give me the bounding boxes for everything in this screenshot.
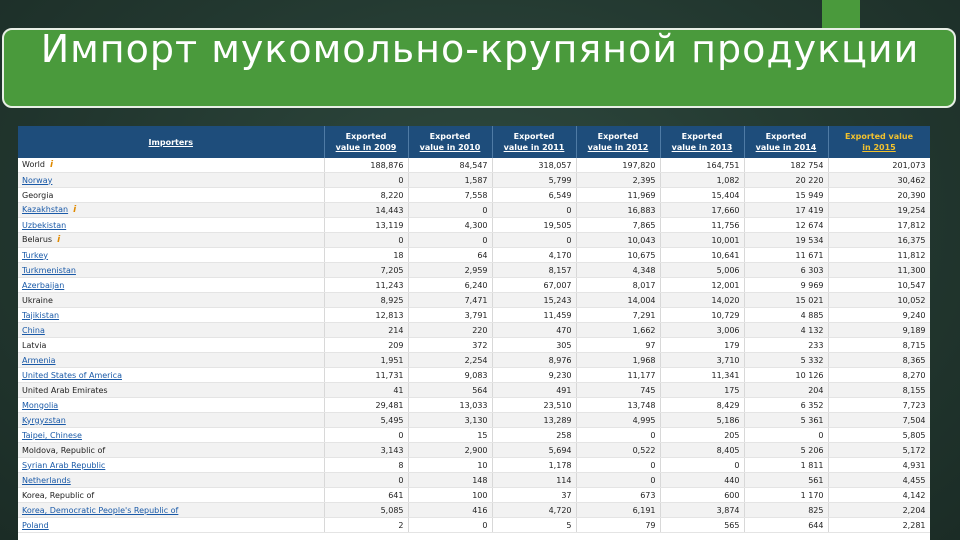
country-link[interactable]: United States of America bbox=[22, 370, 122, 380]
value-cell: 5,172 bbox=[828, 443, 930, 458]
table-row bbox=[18, 173, 930, 188]
info-icon[interactable]: i bbox=[49, 160, 54, 170]
value-cell: 8,925 bbox=[324, 293, 408, 308]
value-cell: 3,874 bbox=[660, 503, 744, 518]
country-link[interactable]: Turkey bbox=[22, 250, 49, 260]
value-cell: 0 bbox=[492, 203, 576, 218]
value-cell: 0 bbox=[492, 233, 576, 248]
table-row bbox=[18, 368, 930, 383]
value-cell: 15,243 bbox=[492, 293, 576, 308]
header-line2[interactable]: in 2015 bbox=[862, 143, 896, 152]
country-link[interactable]: Netherlands bbox=[22, 475, 71, 485]
country-name: United Arab Emirates bbox=[22, 385, 108, 395]
country-name: Korea, Republic of bbox=[22, 490, 95, 500]
value-cell: 67,007 bbox=[492, 278, 576, 293]
value-cell: 2,395 bbox=[576, 173, 660, 188]
value-cell: 100 bbox=[408, 488, 492, 503]
value-cell: 23,510 bbox=[492, 398, 576, 413]
table-row bbox=[18, 158, 930, 173]
table-body bbox=[18, 158, 930, 533]
value-cell: 5 332 bbox=[744, 353, 828, 368]
country-cell bbox=[18, 353, 324, 368]
value-cell: 84,547 bbox=[408, 158, 492, 173]
country-name: Latvia bbox=[22, 340, 47, 350]
country-link[interactable]: Syrian Arab Republic bbox=[22, 460, 106, 470]
country-link[interactable]: Tajikistan bbox=[22, 310, 60, 320]
country-link[interactable]: Turkmenistan bbox=[22, 265, 76, 275]
value-cell: 18 bbox=[324, 248, 408, 263]
value-cell: 258 bbox=[492, 428, 576, 443]
value-cell: 13,748 bbox=[576, 398, 660, 413]
country-cell bbox=[18, 233, 324, 248]
table-row bbox=[18, 458, 930, 473]
header-line1: Exported bbox=[345, 132, 387, 141]
value-cell: 14,004 bbox=[576, 293, 660, 308]
table-row bbox=[18, 488, 930, 503]
header-line1: Exported value bbox=[844, 132, 914, 141]
table-row bbox=[18, 218, 930, 233]
table-row bbox=[18, 233, 930, 248]
value-cell: 17,660 bbox=[660, 203, 744, 218]
value-cell: 10,641 bbox=[660, 248, 744, 263]
value-cell: 209 bbox=[324, 338, 408, 353]
value-cell: 10,547 bbox=[828, 278, 930, 293]
country-link[interactable]: China bbox=[22, 325, 45, 335]
value-cell: 2,959 bbox=[408, 263, 492, 278]
value-cell: 148 bbox=[408, 473, 492, 488]
value-cell: 3,143 bbox=[324, 443, 408, 458]
value-cell: 8,715 bbox=[828, 338, 930, 353]
value-cell: 12,001 bbox=[660, 278, 744, 293]
year-header-5 bbox=[660, 126, 744, 158]
value-cell: 175 bbox=[660, 383, 744, 398]
year-header-6 bbox=[744, 126, 828, 158]
value-cell: 5,186 bbox=[660, 413, 744, 428]
table-row bbox=[18, 323, 930, 338]
country-cell bbox=[18, 368, 324, 383]
value-cell: 2,204 bbox=[828, 503, 930, 518]
value-cell: 2,281 bbox=[828, 518, 930, 533]
value-cell: 79 bbox=[576, 518, 660, 533]
value-cell: 14,020 bbox=[660, 293, 744, 308]
country-cell bbox=[18, 473, 324, 488]
value-cell: 4,995 bbox=[576, 413, 660, 428]
country-link[interactable]: Uzbekistan bbox=[22, 220, 67, 230]
value-cell: 13,289 bbox=[492, 413, 576, 428]
value-cell: 6 352 bbox=[744, 398, 828, 413]
value-cell: 0 bbox=[576, 428, 660, 443]
header-line2[interactable]: value in 2014 bbox=[755, 143, 817, 152]
value-cell: 9,230 bbox=[492, 368, 576, 383]
country-cell bbox=[18, 443, 324, 458]
value-cell: 15 021 bbox=[744, 293, 828, 308]
value-cell: 29,481 bbox=[324, 398, 408, 413]
country-link[interactable]: Kazakhstan bbox=[22, 205, 69, 214]
value-cell: 233 bbox=[744, 338, 828, 353]
value-cell: 0 bbox=[324, 428, 408, 443]
value-cell: 5 206 bbox=[744, 443, 828, 458]
value-cell: 10,052 bbox=[828, 293, 930, 308]
country-cell bbox=[18, 458, 324, 473]
value-cell: 2 bbox=[324, 518, 408, 533]
value-cell: 114 bbox=[492, 473, 576, 488]
value-cell: 1,082 bbox=[660, 173, 744, 188]
value-cell: 10,001 bbox=[660, 233, 744, 248]
value-cell: 5,694 bbox=[492, 443, 576, 458]
country-cell bbox=[18, 488, 324, 503]
value-cell: 5,805 bbox=[828, 428, 930, 443]
country-cell bbox=[18, 308, 324, 323]
year-header-1 bbox=[324, 126, 408, 158]
value-cell: 7,471 bbox=[408, 293, 492, 308]
value-cell: 8,155 bbox=[828, 383, 930, 398]
value-cell: 1 170 bbox=[744, 488, 828, 503]
value-cell: 416 bbox=[408, 503, 492, 518]
value-cell: 188,876 bbox=[324, 158, 408, 173]
value-cell: 197,820 bbox=[576, 158, 660, 173]
value-cell: 0 bbox=[324, 233, 408, 248]
value-cell: 37 bbox=[492, 488, 576, 503]
table-row bbox=[18, 398, 930, 413]
value-cell: 19,254 bbox=[828, 203, 930, 218]
country-cell bbox=[18, 413, 324, 428]
value-cell: 10 126 bbox=[744, 368, 828, 383]
value-cell: 0 bbox=[576, 458, 660, 473]
value-cell: 3,710 bbox=[660, 353, 744, 368]
country-name: Ukraine bbox=[22, 295, 53, 305]
country-cell bbox=[18, 278, 324, 293]
value-cell: 182 754 bbox=[744, 158, 828, 173]
header-line1: Exported bbox=[429, 132, 471, 141]
country-name: Moldova, Republic of bbox=[22, 445, 106, 455]
value-cell: 11,731 bbox=[324, 368, 408, 383]
country-link[interactable]: Kyrgyzstan bbox=[22, 415, 66, 425]
value-cell: 673 bbox=[576, 488, 660, 503]
country-link[interactable]: Mongolia bbox=[22, 400, 59, 410]
value-cell: 9,189 bbox=[828, 323, 930, 338]
value-cell: 17,812 bbox=[828, 218, 930, 233]
value-cell: 0 bbox=[408, 233, 492, 248]
country-cell bbox=[18, 428, 324, 443]
header-line2[interactable]: value in 2013 bbox=[671, 143, 733, 152]
value-cell: 11,969 bbox=[576, 188, 660, 203]
value-cell: 5,085 bbox=[324, 503, 408, 518]
value-cell: 11,243 bbox=[324, 278, 408, 293]
value-cell: 10,043 bbox=[576, 233, 660, 248]
table-header-row bbox=[18, 126, 930, 158]
country-cell bbox=[18, 203, 324, 218]
table-row bbox=[18, 473, 930, 488]
value-cell: 825 bbox=[744, 503, 828, 518]
value-cell: 4,455 bbox=[828, 473, 930, 488]
value-cell: 7,723 bbox=[828, 398, 930, 413]
slide-title: Импорт мукомольно-крупяной продукции bbox=[40, 27, 920, 71]
table-row bbox=[18, 518, 930, 533]
value-cell: 565 bbox=[660, 518, 744, 533]
value-cell: 11,300 bbox=[828, 263, 930, 278]
value-cell: 19,505 bbox=[492, 218, 576, 233]
importers-header[interactable] bbox=[18, 126, 324, 158]
value-cell: 5,799 bbox=[492, 173, 576, 188]
country-link[interactable]: Armenia bbox=[22, 355, 56, 365]
value-cell: 8,365 bbox=[828, 353, 930, 368]
value-cell: 3,130 bbox=[408, 413, 492, 428]
value-cell: 64 bbox=[408, 248, 492, 263]
value-cell: 8 bbox=[324, 458, 408, 473]
value-cell: 4 132 bbox=[744, 323, 828, 338]
value-cell: 10 bbox=[408, 458, 492, 473]
header-line2[interactable]: value in 2010 bbox=[419, 143, 481, 152]
value-cell: 204 bbox=[744, 383, 828, 398]
value-cell: 97 bbox=[576, 338, 660, 353]
value-cell: 4,300 bbox=[408, 218, 492, 233]
value-cell: 1,968 bbox=[576, 353, 660, 368]
value-cell: 30,462 bbox=[828, 173, 930, 188]
country-cell bbox=[18, 503, 324, 518]
value-cell: 4 885 bbox=[744, 308, 828, 323]
info-icon[interactable]: i bbox=[57, 235, 61, 245]
country-cell bbox=[18, 518, 324, 533]
value-cell: 0 bbox=[408, 203, 492, 218]
value-cell: 19 534 bbox=[744, 233, 828, 248]
table-row bbox=[18, 443, 930, 458]
value-cell: 214 bbox=[324, 323, 408, 338]
value-cell: 20 220 bbox=[744, 173, 828, 188]
value-cell: 6,191 bbox=[576, 503, 660, 518]
value-cell: 564 bbox=[408, 383, 492, 398]
country-cell bbox=[18, 398, 324, 413]
country-cell bbox=[18, 218, 324, 233]
value-cell: 0 bbox=[408, 518, 492, 533]
country-cell bbox=[18, 293, 324, 308]
value-cell: 644 bbox=[744, 518, 828, 533]
value-cell: 0 bbox=[576, 473, 660, 488]
value-cell: 12 674 bbox=[744, 218, 828, 233]
value-cell: 745 bbox=[576, 383, 660, 398]
value-cell: 7,504 bbox=[828, 413, 930, 428]
value-cell: 372 bbox=[408, 338, 492, 353]
value-cell: 1 811 bbox=[744, 458, 828, 473]
table-row bbox=[18, 503, 930, 518]
header-line1: Exported bbox=[765, 132, 807, 141]
importers-sort-link[interactable]: Importers bbox=[148, 137, 193, 147]
header-line2[interactable]: value in 2009 bbox=[335, 143, 397, 152]
value-cell: 1,587 bbox=[408, 173, 492, 188]
table-row bbox=[18, 353, 930, 368]
value-cell: 8,157 bbox=[492, 263, 576, 278]
value-cell: 470 bbox=[492, 323, 576, 338]
value-cell: 15 bbox=[408, 428, 492, 443]
value-cell: 2,254 bbox=[408, 353, 492, 368]
value-cell: 4,720 bbox=[492, 503, 576, 518]
import-table-panel bbox=[18, 126, 930, 540]
country-cell bbox=[18, 248, 324, 263]
table-row bbox=[18, 263, 930, 278]
value-cell: 11,812 bbox=[828, 248, 930, 263]
value-cell: 561 bbox=[744, 473, 828, 488]
value-cell: 15,404 bbox=[660, 188, 744, 203]
value-cell: 11 671 bbox=[744, 248, 828, 263]
header-line2[interactable]: value in 2012 bbox=[587, 143, 649, 152]
table-row bbox=[18, 428, 930, 443]
table-row bbox=[18, 383, 930, 398]
header-line1: Exported bbox=[513, 132, 555, 141]
value-cell: 0 bbox=[324, 173, 408, 188]
value-cell: 11,756 bbox=[660, 218, 744, 233]
value-cell: 5,006 bbox=[660, 263, 744, 278]
country-cell bbox=[18, 263, 324, 278]
value-cell: 2,900 bbox=[408, 443, 492, 458]
value-cell: 10,729 bbox=[660, 308, 744, 323]
value-cell: 9 969 bbox=[744, 278, 828, 293]
country-name: Belarus bbox=[22, 235, 53, 244]
value-cell: 4,348 bbox=[576, 263, 660, 278]
value-cell: 7,865 bbox=[576, 218, 660, 233]
import-table bbox=[18, 126, 930, 533]
country-cell bbox=[18, 383, 324, 398]
value-cell: 16,883 bbox=[576, 203, 660, 218]
value-cell: 1,178 bbox=[492, 458, 576, 473]
value-cell: 600 bbox=[660, 488, 744, 503]
table-row bbox=[18, 188, 930, 203]
value-cell: 7,291 bbox=[576, 308, 660, 323]
value-cell: 13,033 bbox=[408, 398, 492, 413]
table-row bbox=[18, 338, 930, 353]
value-cell: 164,751 bbox=[660, 158, 744, 173]
table-row bbox=[18, 203, 930, 218]
country-name: World bbox=[22, 160, 45, 169]
table-row bbox=[18, 413, 930, 428]
value-cell: 8,017 bbox=[576, 278, 660, 293]
value-cell: 220 bbox=[408, 323, 492, 338]
header-line1: Exported bbox=[681, 132, 723, 141]
value-cell: 7,558 bbox=[408, 188, 492, 203]
table-row bbox=[18, 293, 930, 308]
header-line1: Exported bbox=[597, 132, 639, 141]
value-cell: 13,119 bbox=[324, 218, 408, 233]
value-cell: 6,240 bbox=[408, 278, 492, 293]
value-cell: 7,205 bbox=[324, 263, 408, 278]
value-cell: 3,791 bbox=[408, 308, 492, 323]
value-cell: 1,951 bbox=[324, 353, 408, 368]
value-cell: 17 419 bbox=[744, 203, 828, 218]
country-name: Georgia bbox=[22, 190, 54, 200]
value-cell: 16,375 bbox=[828, 233, 930, 248]
value-cell: 11,341 bbox=[660, 368, 744, 383]
country-cell bbox=[18, 188, 324, 203]
table-row bbox=[18, 308, 930, 323]
value-cell: 5 361 bbox=[744, 413, 828, 428]
value-cell: 12,813 bbox=[324, 308, 408, 323]
country-cell bbox=[18, 323, 324, 338]
value-cell: 15 949 bbox=[744, 188, 828, 203]
value-cell: 0 bbox=[660, 458, 744, 473]
table-row bbox=[18, 278, 930, 293]
value-cell: 8,429 bbox=[660, 398, 744, 413]
value-cell: 3,006 bbox=[660, 323, 744, 338]
value-cell: 305 bbox=[492, 338, 576, 353]
country-cell bbox=[18, 338, 324, 353]
year-header-2 bbox=[408, 126, 492, 158]
value-cell: 8,405 bbox=[660, 443, 744, 458]
value-cell: 201,073 bbox=[828, 158, 930, 173]
value-cell: 440 bbox=[660, 473, 744, 488]
value-cell: 179 bbox=[660, 338, 744, 353]
value-cell: 41 bbox=[324, 383, 408, 398]
value-cell: 8,976 bbox=[492, 353, 576, 368]
value-cell: 14,443 bbox=[324, 203, 408, 218]
year-header-7 bbox=[828, 126, 930, 158]
country-link[interactable]: Korea, Democratic People's Republic of bbox=[22, 505, 179, 515]
value-cell: 4,170 bbox=[492, 248, 576, 263]
country-cell bbox=[18, 173, 324, 188]
header-line2[interactable]: value in 2011 bbox=[503, 143, 565, 152]
country-link[interactable]: Taipei, Chinese bbox=[22, 430, 82, 440]
value-cell: 8,220 bbox=[324, 188, 408, 203]
country-cell bbox=[18, 158, 324, 173]
value-cell: 205 bbox=[660, 428, 744, 443]
value-cell: 5,495 bbox=[324, 413, 408, 428]
country-link[interactable]: Azerbaijan bbox=[22, 280, 65, 290]
value-cell: 10,675 bbox=[576, 248, 660, 263]
value-cell: 5 bbox=[492, 518, 576, 533]
value-cell: 318,057 bbox=[492, 158, 576, 173]
value-cell: 1,662 bbox=[576, 323, 660, 338]
info-icon[interactable]: i bbox=[73, 205, 77, 215]
value-cell: 11,459 bbox=[492, 308, 576, 323]
value-cell: 6 303 bbox=[744, 263, 828, 278]
value-cell: 9,083 bbox=[408, 368, 492, 383]
country-link[interactable]: Poland bbox=[22, 520, 49, 530]
value-cell: 4,142 bbox=[828, 488, 930, 503]
value-cell: 4,931 bbox=[828, 458, 930, 473]
value-cell: 0 bbox=[324, 473, 408, 488]
value-cell: 11,177 bbox=[576, 368, 660, 383]
value-cell: 20,390 bbox=[828, 188, 930, 203]
year-header-4 bbox=[576, 126, 660, 158]
value-cell: 9,240 bbox=[828, 308, 930, 323]
value-cell: 641 bbox=[324, 488, 408, 503]
value-cell: 8,270 bbox=[828, 368, 930, 383]
value-cell: 0,522 bbox=[576, 443, 660, 458]
value-cell: 491 bbox=[492, 383, 576, 398]
country-link[interactable]: Norway bbox=[22, 175, 53, 185]
value-cell: 0 bbox=[744, 428, 828, 443]
year-header-3 bbox=[492, 126, 576, 158]
table-row bbox=[18, 248, 930, 263]
value-cell: 6,549 bbox=[492, 188, 576, 203]
